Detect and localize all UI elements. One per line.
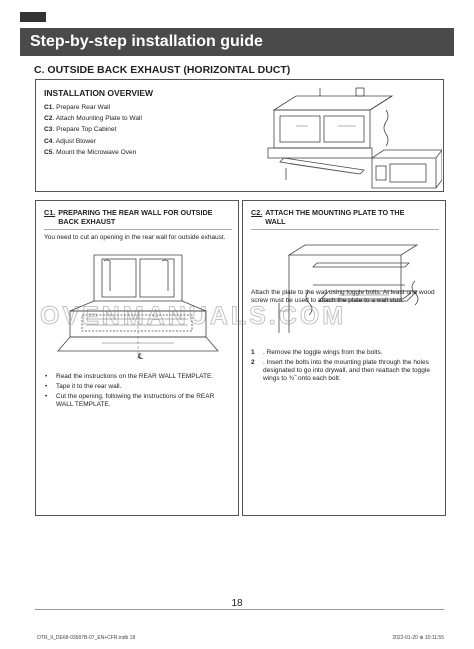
overview-item: C4. Adjust Blower bbox=[44, 137, 97, 145]
header-tab-marker bbox=[20, 12, 46, 22]
overview-item: C1. Prepare Rear Wall bbox=[44, 104, 111, 111]
overview-item: C2. Attach Mounting Plate to Wall bbox=[44, 115, 142, 123]
step-c1-panel bbox=[35, 200, 239, 516]
step-c2-attach-text: Attach the plate to the wall using toggle bolts. At least one wood screw must be used to attach the plate to a wall stud. bbox=[251, 289, 435, 305]
overview-item: C3. Prepare Top Cabinet bbox=[44, 126, 117, 134]
page-title: Step-by-step installation guide bbox=[30, 33, 263, 50]
step-item: 1 . Remove the toggle wings from the bolts. bbox=[251, 349, 383, 356]
overview-title: INSTALLATION OVERVIEW bbox=[44, 88, 154, 98]
step-c2-steps bbox=[251, 349, 439, 385]
step-c1-title: C1. PREPARING THE REAR WALL FOR OUTSIDE BACK EXHAUST bbox=[44, 208, 232, 230]
footer-divider bbox=[35, 609, 444, 610]
installation-overview-box bbox=[35, 79, 444, 192]
rear-wall-illustration bbox=[42, 251, 232, 363]
bullet-item: • Tape it to the rear wall. bbox=[44, 383, 232, 391]
page-header bbox=[20, 28, 454, 56]
bullet-item: • Read the instructions on the REAR WALL TEMPLATE. bbox=[44, 373, 232, 381]
step-c2-title: C2. ATTACH THE MOUNTING PLATE TO THE WALL bbox=[251, 208, 439, 230]
centerline-symbol: ℄ bbox=[138, 352, 144, 361]
overview-illustration bbox=[260, 86, 442, 190]
step-item: 2 . Insert the bolts into the mounting plate through the holes designated to go into drywall, and then reattach the toggle wings to ¾˝ onto each bolt. bbox=[251, 358, 430, 383]
step-c1-bullets bbox=[44, 373, 232, 411]
footer-file: OTR_II_DE68-03587B-07_EN+CFR.indb 18 bbox=[37, 635, 136, 641]
step-c2-panel bbox=[242, 200, 446, 516]
overview-list bbox=[44, 102, 142, 158]
bullet-item: • Cut the opening, following the instructions of the REAR WALL TEMPLATE. bbox=[44, 393, 232, 410]
watermark: OVENMANUALS.COM bbox=[40, 302, 347, 330]
section-title: C. OUTSIDE BACK EXHAUST (HORIZONTAL DUCT) bbox=[34, 64, 291, 76]
step-c1-intro: You need to cut an opening in the rear wall for outside exhaust. bbox=[44, 234, 226, 241]
page-number: 18 bbox=[231, 598, 243, 609]
overview-item: C5. Mount the Microwave Oven bbox=[44, 148, 137, 156]
footer-timestamp: 2022-01-20 ⊕ 10:11:55 bbox=[392, 635, 444, 641]
